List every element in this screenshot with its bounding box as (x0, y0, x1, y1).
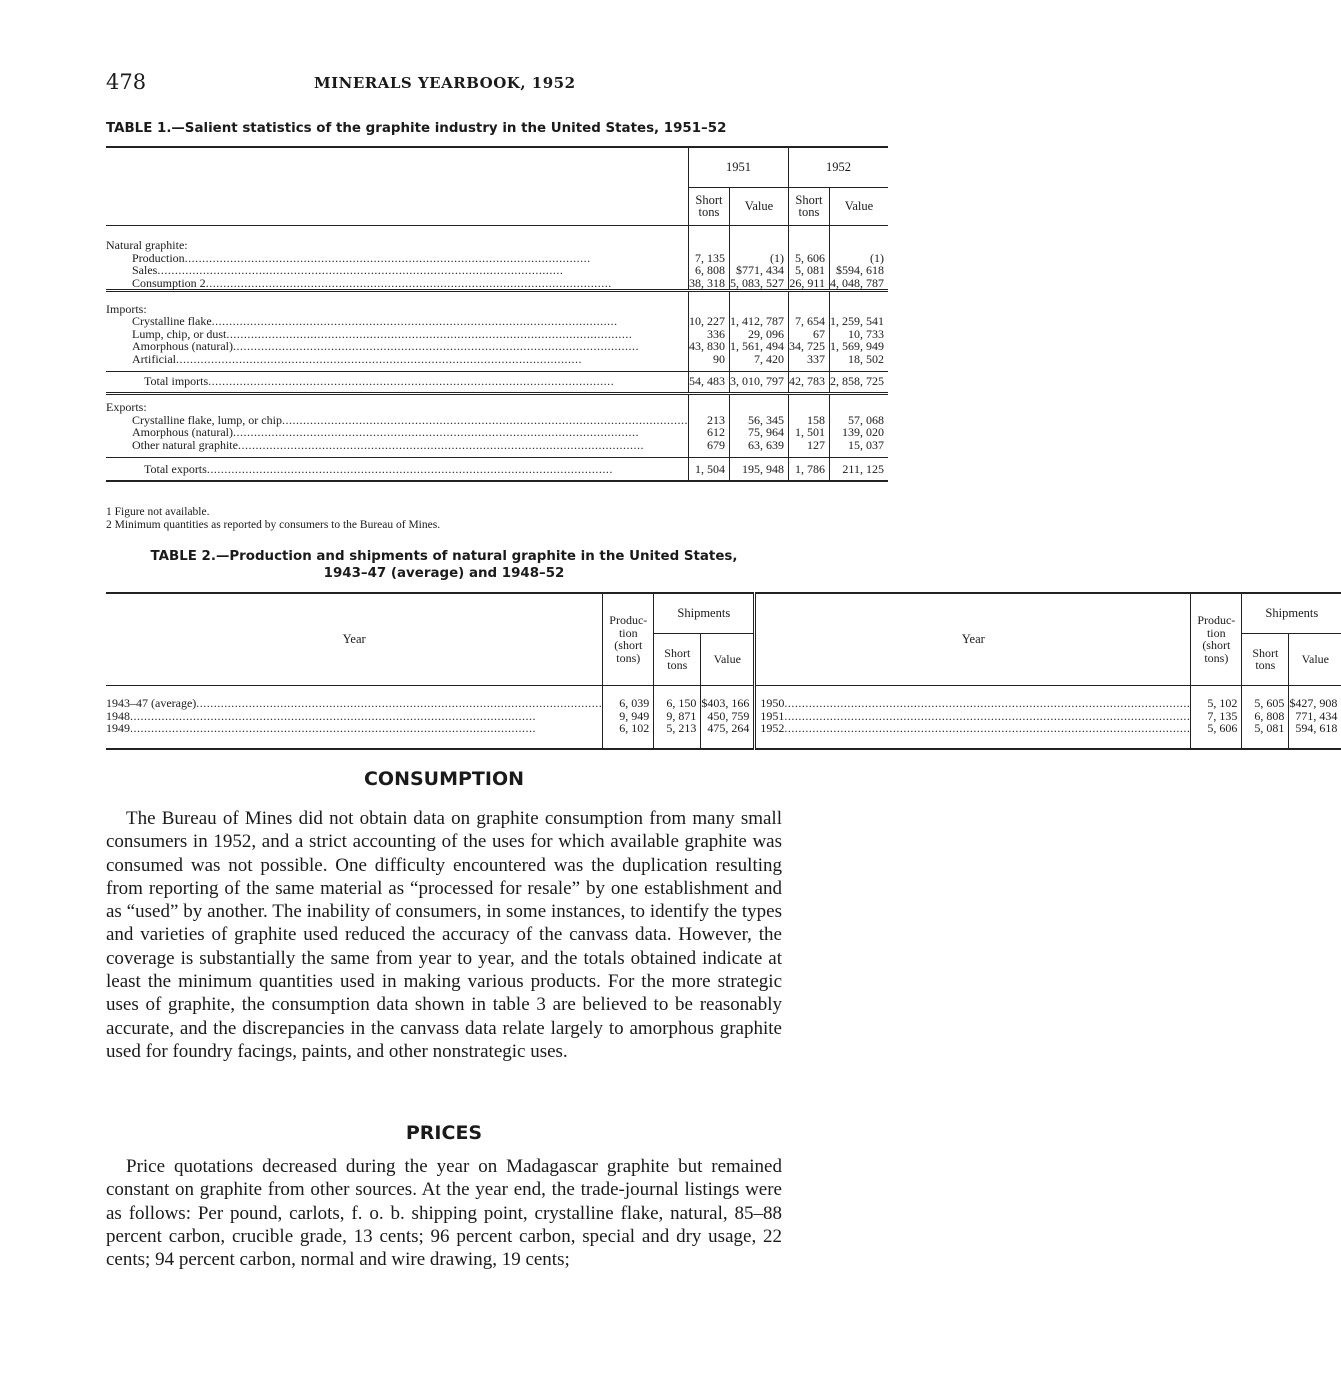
cell: 7, 654 (788, 315, 829, 328)
cell: 127 (788, 439, 829, 452)
year-label: 1943–47 (average) (106, 696, 197, 710)
cell: 15, 037 (829, 439, 888, 452)
table2-col-short-tons-left: Short tons (654, 633, 701, 685)
cell: 5, 605 (1242, 697, 1289, 710)
cell: 29, 096 (729, 328, 788, 341)
cell: 5, 213 (654, 722, 701, 735)
prices-paragraph: Price quotations decreased during the year on Madagascar graphite but remained constant on graphite from other sources. At the year end, the trade-journal listings were as follows: Per pound, carlots, f. o. b. shipping point, crystalline flake, natural, 85–88 percent carbon, crucible grade, 13 cents; 96 percent carbon, special and dry usage, 22 cents; 94 percent carbon, normal and wire drawing, 19 cents; (106, 1156, 782, 1271)
cell: 7, 135 (688, 252, 729, 265)
table-row (106, 277, 888, 291)
cell: 1, 501 (788, 426, 829, 439)
cell: 1, 561, 494 (729, 340, 788, 353)
consumption-paragraph: The Bureau of Mines did not obtain data on graphite consumption from many small consumers in 1952, and a strict accounting of the uses for which available graphite was consumed was not possible. One difficulty encountered was the duplication resulting from reporting of the same material as “processed for resale” by one establishment and as “used” by another. The inability of consumers, in some instances, to identify the types and varieties of graphite used reduced the accuracy of the canvass data. However, the coverage is substantially the same from year to year, and the totals obtained indicate at least the minimum quantities used in making various products. For the more strategic uses of graphite, the consumption data shown in table 3 are believed to be reasonably accurate, and the discrepancies in the canvass data relate largely to amorphous graphite used for foundry facings, paints, and other nonstrategic uses. (106, 808, 782, 1062)
cell: (1) (729, 252, 788, 265)
cell: 5, 606 (788, 252, 829, 265)
cell: 6, 102 (603, 722, 654, 735)
cell: 34, 725 (788, 340, 829, 353)
cell: 57, 068 (829, 414, 888, 427)
row-label: Production (132, 250, 185, 265)
cell: 158 (788, 414, 829, 427)
table1-footnotes (106, 506, 440, 532)
cell: 7, 420 (729, 353, 788, 366)
table2-col-year-right: Year (755, 593, 1191, 685)
table2-col-production-right: Produc- tion (short tons) (1191, 593, 1242, 685)
cell: $427, 908 (1289, 697, 1341, 710)
exports-heading: Exports: (106, 400, 147, 414)
table2-caption (106, 548, 782, 582)
cell: 337 (788, 353, 829, 366)
cell: 1, 786 (788, 457, 829, 481)
table1-salient-statistics (106, 146, 888, 482)
year-label: 1950 (760, 696, 785, 710)
table-row-total (106, 457, 888, 481)
row-label: Artificial (132, 351, 176, 366)
cell: 1, 569, 949 (829, 340, 888, 353)
journal-title: MINERALS YEARBOOK, 1952 (314, 74, 576, 92)
cell: 6, 039 (603, 697, 654, 710)
cell: 9, 949 (603, 710, 654, 723)
cell: 3, 010, 797 (729, 371, 788, 393)
cell: 90 (688, 353, 729, 366)
table2-col-production-left: Produc- tion (short tons) (603, 593, 654, 685)
cell: 5, 102 (1191, 697, 1242, 710)
cell: 5, 081 (788, 264, 829, 277)
row-label: Lump, chip, or dust (132, 326, 227, 341)
cell: 54, 483 (688, 371, 729, 393)
cell: 5, 081 (1242, 722, 1289, 735)
table1-caption: TABLE 1.—Salient statistics of the graphite industry in the United States, 1951–52 (106, 121, 727, 136)
cell: 2, 858, 725 (829, 371, 888, 393)
cell: 9, 871 (654, 710, 701, 723)
prices-heading: PRICES (405, 1122, 483, 1144)
row-label: Consumption 2 (132, 275, 206, 290)
year-label: 1948 (106, 708, 130, 723)
table2-col-short-tons-right: Short tons (1242, 633, 1289, 685)
cell: 26, 911 (788, 277, 829, 291)
cell: 6, 808 (1242, 710, 1289, 723)
cell: 679 (688, 439, 729, 452)
cell: 336 (688, 328, 729, 341)
imports-heading: Imports: (106, 301, 147, 316)
table-row (106, 722, 1341, 735)
cell: 1, 412, 787 (729, 315, 788, 328)
cell: 1, 504 (688, 457, 729, 481)
row-label: Other natural graphite (132, 437, 238, 452)
cell: 1, 259, 541 (829, 315, 888, 328)
cell: 18, 502 (829, 353, 888, 366)
cell: 10, 227 (688, 315, 729, 328)
cell: 594, 618 (1289, 722, 1341, 735)
cell: 75, 964 (729, 426, 788, 439)
table2-col-value-right: Value (1289, 633, 1341, 685)
cell: 7, 135 (1191, 710, 1242, 723)
cell: 475, 264 (701, 722, 755, 735)
cell: (1) (829, 252, 888, 265)
cell: 771, 434 (1289, 710, 1341, 723)
running-head (106, 70, 782, 98)
cell: 450, 759 (701, 710, 755, 723)
natural-graphite-heading: Natural graphite: (106, 238, 188, 252)
cell: 6, 150 (654, 697, 701, 710)
table2-caption-line1: TABLE 2.—Production and shipments of natural graphite in the United States, (150, 549, 738, 564)
cell: 67 (788, 328, 829, 341)
row-label: Amorphous (natural) (132, 339, 233, 353)
cell: $771, 434 (729, 264, 788, 277)
cell: 5, 083, 527 (729, 277, 788, 291)
cell: 195, 948 (729, 457, 788, 481)
cell: $403, 166 (701, 697, 755, 710)
cell: 6, 808 (688, 264, 729, 277)
table-row (106, 353, 888, 366)
cell: 211, 125 (829, 457, 888, 481)
table1-col-value-1951: Value (729, 187, 788, 225)
cell: 42, 783 (788, 371, 829, 393)
page-number: 478 (106, 70, 147, 94)
cell: 139, 020 (829, 426, 888, 439)
table2-col-value-left: Value (701, 633, 755, 685)
year-label: 1951 (760, 708, 785, 723)
cell: 10, 733 (829, 328, 888, 341)
table1-year-1951: 1951 (688, 147, 788, 187)
cell: 63, 639 (729, 439, 788, 452)
table-row-total (106, 371, 888, 393)
cell: 213 (688, 414, 729, 427)
row-label: Amorphous (natural) (132, 425, 233, 439)
footnote-1: 1 Figure not available. (106, 506, 210, 518)
row-label: Crystalline flake, lump, or chip (132, 412, 282, 427)
row-label: Crystalline flake (132, 314, 212, 328)
table1-year-1952: 1952 (788, 147, 888, 187)
row-label: Sales (132, 263, 158, 277)
cell: 56, 345 (729, 414, 788, 427)
consumption-heading: CONSUMPTION (363, 768, 525, 790)
cell: 43, 830 (688, 340, 729, 353)
cell: $594, 618 (829, 264, 888, 277)
table1-stub-header (106, 147, 688, 225)
row-label: Total exports (144, 461, 207, 476)
footnote-2: 2 Minimum quantities as reported by consumers to the Bureau of Mines. (106, 519, 441, 531)
cell: 4, 048, 787 (829, 277, 888, 291)
table2-production-shipments (106, 592, 1341, 750)
cell: 612 (688, 426, 729, 439)
cell: 38, 318 (688, 277, 729, 291)
table-row (106, 439, 888, 452)
table1-col-value-1952: Value (829, 187, 888, 225)
cell: 5, 606 (1191, 722, 1242, 735)
table2-col-year-left: Year (106, 593, 603, 685)
table1-col-short-tons-1951: Short tons (688, 187, 729, 225)
year-label: 1952 (760, 721, 785, 735)
table2-caption-line2: 1943–47 (average) and 1948–52 (323, 566, 565, 581)
row-label: Total imports (144, 374, 209, 389)
table1-col-short-tons-1952: Short tons (788, 187, 829, 225)
table2-col-shipments-left: Shipments (654, 593, 755, 633)
table2-col-shipments-right: Shipments (1242, 593, 1341, 633)
year-label: 1949 (106, 721, 130, 735)
